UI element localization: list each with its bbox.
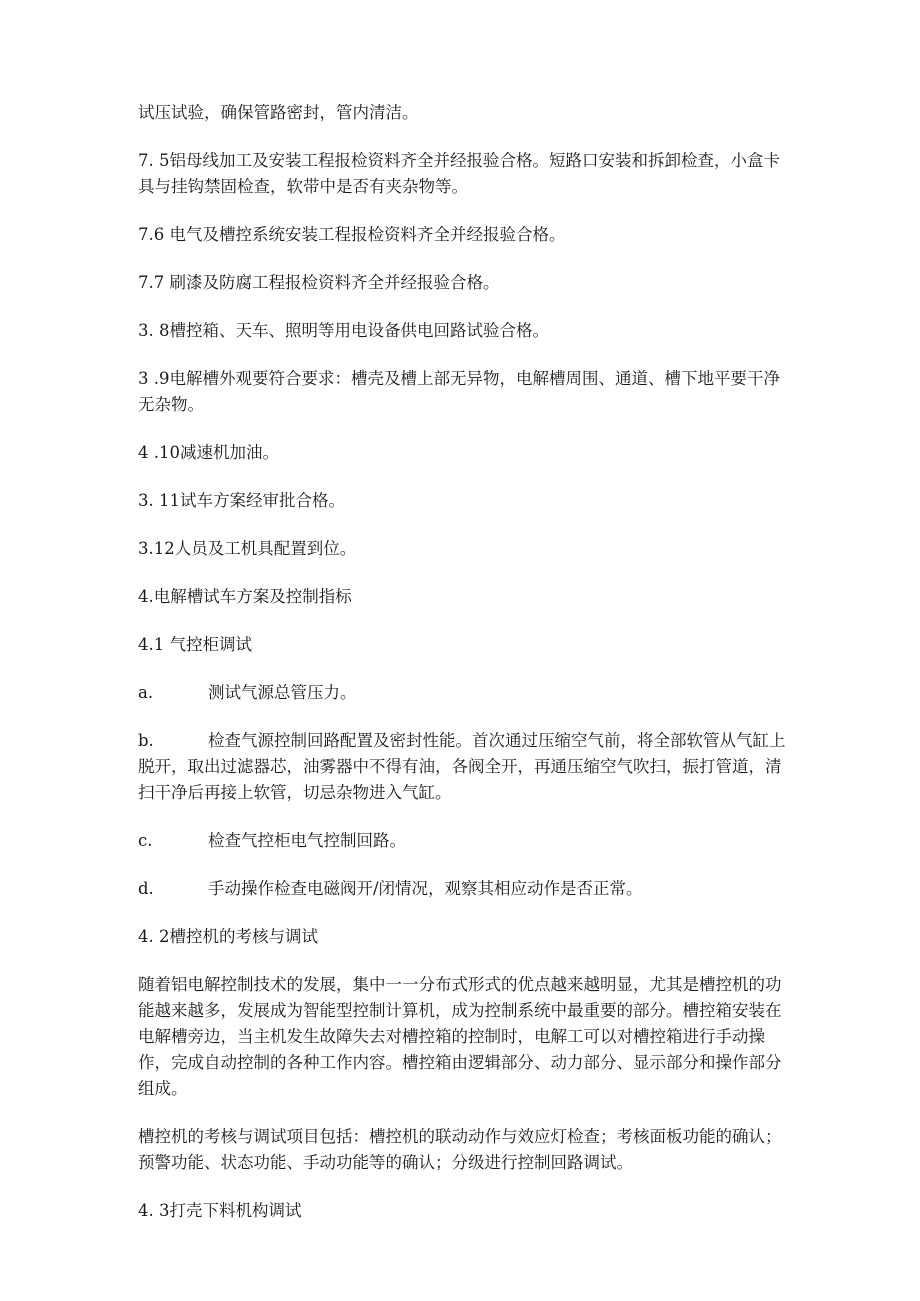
list-item-text: 手动操作检查电磁阀开/闭情况，观察其相应动作是否正常。 <box>208 879 643 898</box>
paragraph: 4 .10减速机加油。 <box>138 443 279 462</box>
document-body <box>138 100 788 1246</box>
list-item <box>138 876 788 902</box>
list-item-key: c. <box>138 831 153 850</box>
paragraph: 随着铝电解控制技术的发展，集中一一分布式形式的优点越来越明显，尤其是槽控机的功能越来越多，发展成为智能型控制计算机，成为控制系统中最重要的部分。槽控箱安装在电解槽旁边，当主机发生故障失去对槽控箱的控制时，电解工可以对槽控箱进行手动操作，完成自动控制的各种工作内容。槽控箱由逻辑部分、动力部分、显示部分和操作部分组成。 <box>138 975 782 1098</box>
list-item <box>138 680 788 706</box>
list-item-key: a. <box>138 683 154 702</box>
paragraph: 槽控机的考核与调试项目包括：槽控机的联动动作与效应灯检查；考核面板功能的确认；预警功能、状态功能、手动功能等的确认；分级进行控制回路调试。 <box>138 1127 782 1172</box>
subsection-heading: 4.1 气控柜调试 <box>138 635 252 654</box>
list-item <box>138 728 788 806</box>
list-item-text: 检查气控柜电气控制回路。 <box>208 831 406 850</box>
list-item <box>138 828 788 854</box>
paragraph: 3. 8槽控箱、天车、照明等用电设备供电回路试验合格。 <box>138 321 549 340</box>
paragraph: 3.12人员及工机具配置到位。 <box>138 539 357 558</box>
subsection-heading: 4. 2槽控机的考核与调试 <box>138 927 318 946</box>
subsection-heading: 4. 3打壳下料机构调试 <box>138 1201 302 1220</box>
section-heading: 4.电解槽试车方案及控制指标 <box>138 587 352 606</box>
paragraph: 3. 11试车方案经审批合格。 <box>138 491 345 510</box>
paragraph: 7. 5铝母线加工及安装工程报检资料齐全并经报验合格。短路口安装和拆卸检查，小盒卡具与挂钩禁固检查，软带中是否有夹杂物等。 <box>138 151 780 196</box>
paragraph: 7.6 电气及槽控系统安装工程报检资料齐全并经报验合格。 <box>138 225 566 244</box>
list-item-text: 测试气源总管压力。 <box>208 683 357 702</box>
paragraph: 7.7 刷漆及防腐工程报检资料齐全并经报验合格。 <box>138 273 500 292</box>
list-item-text: 检查气源控制回路配置及密封性能。首次通过压缩空气前，将全部软管从气缸上脱开，取出过滤器芯，油雾器中不得有油，各阀全开，再通压缩空气吹扫，振打管道，清扫干净后再接上软管，切忌杂物进入气缸。 <box>138 731 786 802</box>
list-item-key: b. <box>138 731 154 750</box>
list-item-key: d. <box>138 879 154 898</box>
paragraph: 试压试验，确保管路密封，管内清洁。 <box>138 103 419 122</box>
paragraph: 3 .9电解槽外观要符合要求：槽壳及槽上部无异物，电解槽周围、通道、槽下地平要干净无杂物。 <box>138 369 780 414</box>
